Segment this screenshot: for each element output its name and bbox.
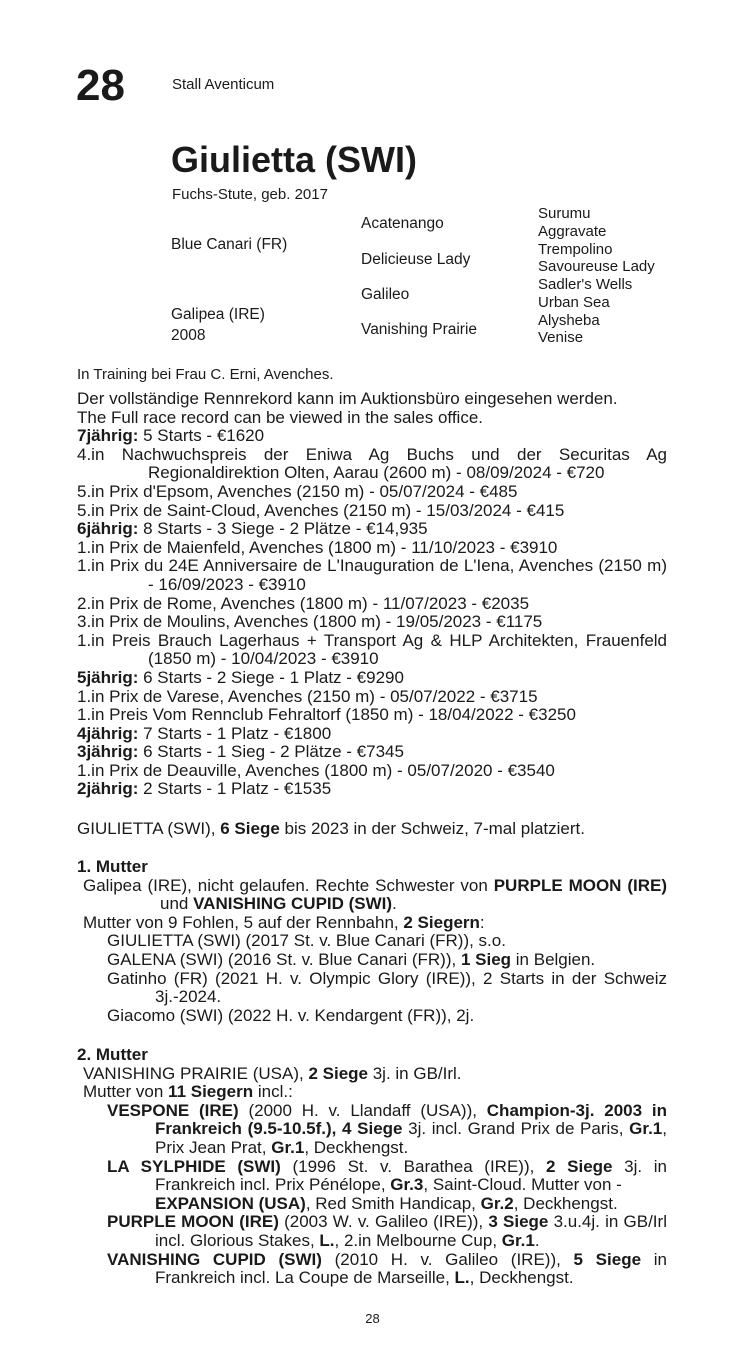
record-year-summary: 2jährig: 2 Starts - 1 Platz - €1535	[77, 779, 332, 799]
produce-summary: Mutter von 11 Siegern incl.:	[83, 1082, 293, 1102]
pedigree-dam-year: 2008	[171, 327, 206, 344]
race-result: 1.in Preis Brauch Lagerhaus + Transport Ag & HLP Architekten, Frauenfeld (1850 m) - 10/04/2023 - €3910	[77, 630, 667, 669]
race-result: 4.in Nachwuchspreis der Eniwa Ag Buchs und der Securitas Ag Regionaldirektion Olten, Aarau (2600 m) - 08/09/2024 - €720	[77, 444, 667, 483]
race-result: 5.in Prix d'Epsom, Avenches (2150 m) - 05/07/2024 - €485	[77, 481, 518, 501]
pedigree-gen3: Trempolino	[538, 241, 613, 258]
winner-entry: PURPLE MOON (IRE) (2003 W. v. Galileo (IRE)), 3 Siege 3.u.4j. in GB/Irl incl. Glorious Stakes, L., 2.in Melbourne Cup, Gr.1.	[107, 1212, 667, 1250]
record-year-summary: 6jährig: 8 Starts - 3 Siege - 2 Plätze - €14,935	[77, 519, 428, 539]
race-result: 1.in Prix de Varese, Avenches (2150 m) - 05/07/2022 - €3715	[77, 686, 538, 706]
race-result: 1.in Prix de Deauville, Avenches (1800 m) - 05/07/2020 - €3540	[77, 760, 555, 780]
pedigree-gen3: Savoureuse Lady	[538, 258, 655, 275]
race-record	[77, 390, 667, 799]
stable-name: Stall Aventicum	[172, 76, 275, 93]
pedigree-gen3: Surumu	[538, 205, 591, 222]
offspring-entry: Gatinho (FR) (2021 H. v. Olympic Glory (IRE)), 2 Starts in der Schweiz 3j.-2024.	[107, 968, 667, 1007]
pedigree-gen3: Alysheba	[538, 312, 600, 329]
pedigree-dam: Galipea (IRE)	[171, 306, 265, 323]
record-note: Der vollständige Rennrekord kann im Auktionsbüro eingesehen werden.	[77, 389, 618, 408]
race-result: 1.in Prix de Maienfeld, Avenches (1800 m) - 11/10/2023 - €3910	[77, 537, 558, 557]
pedigree-gen3: Aggravate	[538, 223, 607, 240]
pedigree-gen2: Acatenango	[361, 215, 444, 232]
record-year-summary: 3jährig: 6 Starts - 1 Sieg - 2 Plätze - €7345	[77, 742, 404, 762]
pedigree-gen2: Vanishing Prairie	[361, 321, 478, 338]
dam-description: VANISHING PRAIRIE (USA), 2 Siege 3j. in GB/Irl.	[83, 1063, 462, 1083]
race-result: 3.in Prix de Moulins, Avenches (1800 m) - 19/05/2023 - €1175	[77, 612, 543, 632]
winner-entry: LA SYLPHIDE (SWI) (1996 St. v. Barathea (IRE)), 2 Siege 3j. in Frankreich incl. Prix Pénélope, Gr.3, Saint-Cloud. Mutter von - EXPANSION (USA), Red Smith Handicap, Gr.2, Deckhengst.	[107, 1156, 667, 1213]
winner-entry: VANISHING CUPID (SWI) (2010 H. v. Galileo (IRE)), 5 Siege in Frankreich incl. La Coupe de Marseille, L., Deckhengst.	[107, 1249, 667, 1288]
lot-number: 28	[76, 61, 125, 110]
winner-entry: VESPONE (IRE) (2000 H. v. Llandaff (USA)), Champion-3j. 2003 in Frankreich (9.5-10.5f.), 4 Siege 3j. incl. Grand Prix de Paris, Gr.1, Prix Jean Prat, Gr.1, Deckhengst.	[107, 1100, 667, 1157]
training-note: In Training bei Frau C. Erni, Avenches.	[77, 366, 334, 383]
pedigree-gen2: Galileo	[361, 286, 410, 303]
record-year-summary: 4jährig: 7 Starts - 1 Platz - €1800	[77, 723, 332, 743]
career-summary: GIULIETTA (SWI), 6 Siege bis 2023 in der Schweiz, 7-mal platziert.	[77, 819, 585, 838]
record-year-summary: 5jährig: 6 Starts - 2 Siege - 1 Platz - €9290	[77, 667, 404, 687]
race-result: 1.in Prix du 24E Anniversaire de L'Inauguration de L'Iena, Avenches (2150 m) - 16/09/2023 - €3910	[77, 556, 667, 594]
pedigree-gen3: Venise	[538, 329, 584, 346]
record-year-summary: 7jährig: 5 Starts - €1620	[77, 426, 265, 446]
horse-name: Giulietta (SWI)	[171, 139, 417, 180]
horse-description: Fuchs-Stute, geb. 2017	[172, 186, 328, 203]
record-note: The Full race record can be viewed in the sales office.	[77, 407, 484, 427]
pedigree-gen2: Delicieuse Lady	[361, 251, 471, 268]
offspring-entry: GIULIETTA (SWI) (2017 St. v. Blue Canari (FR)), s.o.	[107, 931, 506, 951]
second-dam-section	[77, 1046, 667, 1288]
first-dam-section	[77, 858, 667, 1025]
pedigree-gen3: Urban Sea	[538, 294, 610, 311]
offspring-entry: Giacomo (SWI) (2022 H. v. Kendargent (FR)), 2j.	[107, 1005, 475, 1025]
race-result: 1.in Preis Vom Rennclub Fehraltorf (1850 m) - 18/04/2022 - €3250	[77, 705, 576, 725]
section-heading: 2. Mutter	[77, 1045, 148, 1064]
dam-description: Galipea (IRE), nicht gelaufen. Rechte Schwester von PURPLE MOON (IRE) und VANISHING CUPID (SWI).	[83, 875, 667, 914]
offspring-entry: GALENA (SWI) (2016 St. v. Blue Canari (FR)), 1 Sieg in Belgien.	[107, 949, 596, 969]
page-number: 28	[365, 1311, 380, 1326]
pedigree-sire: Blue Canari (FR)	[171, 236, 288, 253]
pedigree-gen3: Sadler's Wells	[538, 276, 633, 293]
race-result: 5.in Prix de Saint-Cloud, Avenches (2150 m) - 15/03/2024 - €415	[77, 500, 565, 520]
produce-summary: Mutter von 9 Fohlen, 5 auf der Rennbahn, 2 Siegern:	[83, 912, 485, 932]
race-result: 2.in Prix de Rome, Avenches (1800 m) - 11/07/2023 - €2035	[77, 593, 530, 613]
section-heading: 1. Mutter	[77, 857, 148, 876]
